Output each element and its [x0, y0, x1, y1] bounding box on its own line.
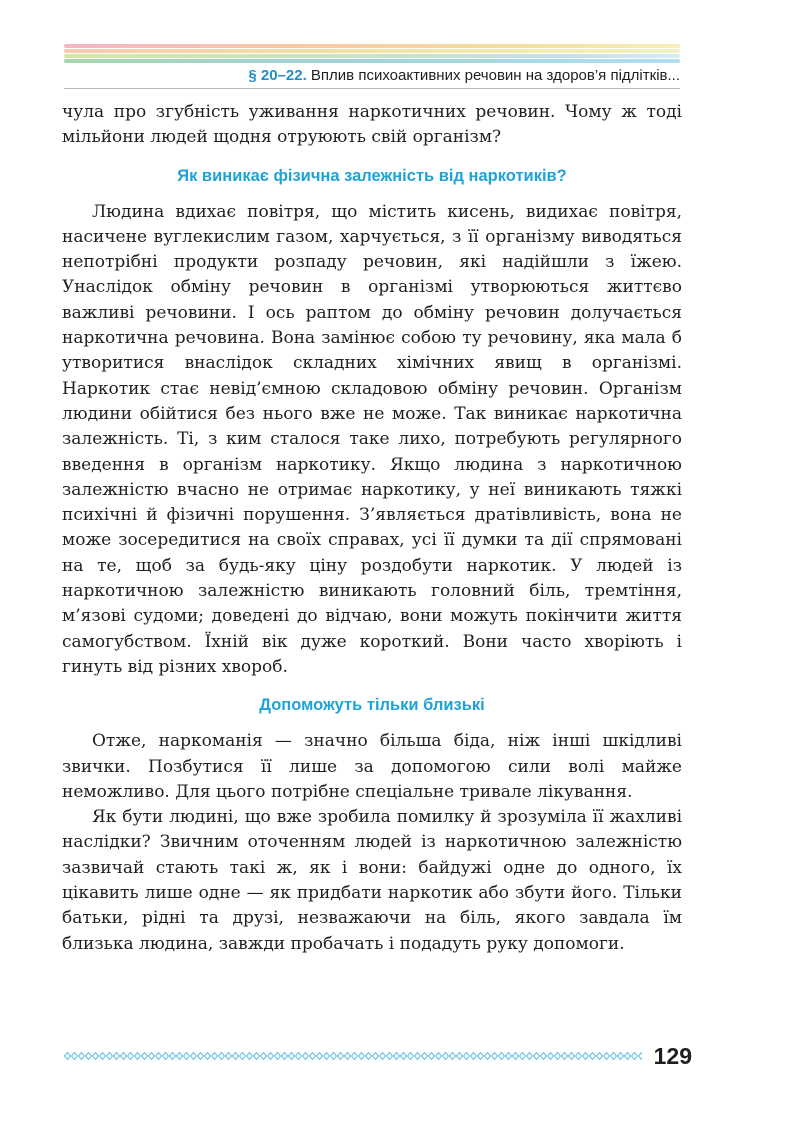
decorative-header-stripes: [64, 44, 680, 66]
paragraph-treatment: Отже, наркоманія — значно більша біда, ніж інші шкідливі звички. Позбутися її лише за допомогою сили волі майже неможливо. Для цього потрібне спеціальне тривале лікування.: [62, 731, 682, 802]
diamond-border-ornament: [64, 1051, 642, 1061]
paragraph-support: Як бути людині, що вже зробила помилку й зрозуміла її жахливі наслідки? Звичним оточенням людей із наркотичною залежністю зазвичай стають такі ж, як і вони: байдужі одне до одного, їх цікавить лише одне — як придбати наркотик або збути його. Тільки батьки, рідні та друзі, незважаючи на біль, якого завдала їм близька людина, завжди пробачать і подадуть руку допомоги.: [62, 807, 682, 954]
page-number: 129: [653, 1043, 692, 1069]
page-footer: [64, 1042, 692, 1070]
subheading-help-from-relatives: Допоможуть тільки близькі: [259, 696, 485, 715]
section-number: § 20–22.: [248, 67, 307, 84]
intro-paragraph: чула про згубність уживання наркотичних речовин. Чому ж тоді мільйони людей щодня отруюють свій організм?: [62, 102, 682, 148]
paragraph-dependence: Людина вдихає повітря, що містить кисень, видихає повітря, насичене вуглекислим газом, харчується, з її організму виводяться непотрібні продукти розпаду речовин, які надійшли з їжею. Унаслідок обміну речовин в організмі утворюються життєво важливі речовини. І ось раптом до обміну речовин долучається наркотична речовина. Вона замінює собою ту речовину, яка мала б утворитися внаслідок складних хімічних явищ в організмі. Наркотик стає невід’ємною складовою обміну речовин. Організм людини обійтися без нього вже не може. Так виникає наркотична залежність. Ті, з ким сталося таке лихо, потребують регулярного введення в організм наркотику. Якщо людина з наркотичною залежністю вчасно не отримає наркотику, у неї виникають тяжкі психічні й фізичні порушення. З’являється дратівливість, вона не може зосередитися на своїх справах, усі її думки та дії спрямовані на те, щоб за будь-яку ціну роздобути наркотик. У людей із наркотичною залежністю виникають головний біль, тремтіння, м’язові судоми; доведені до відчаю, вони можуть покінчити життя самогубством. Їхній вік дуже короткий. Вони часто хворіють і гинуть від різних хвороб.: [62, 201, 682, 677]
section-title: Вплив психоактивних речовин на здоров’я підліткiв...: [310, 67, 680, 84]
header-divider: [64, 88, 680, 89]
page-content: [62, 100, 682, 957]
running-header: [64, 64, 680, 88]
subheading-physical-dependence: Як виникає фізична залежність від наркотиків?: [177, 166, 567, 185]
